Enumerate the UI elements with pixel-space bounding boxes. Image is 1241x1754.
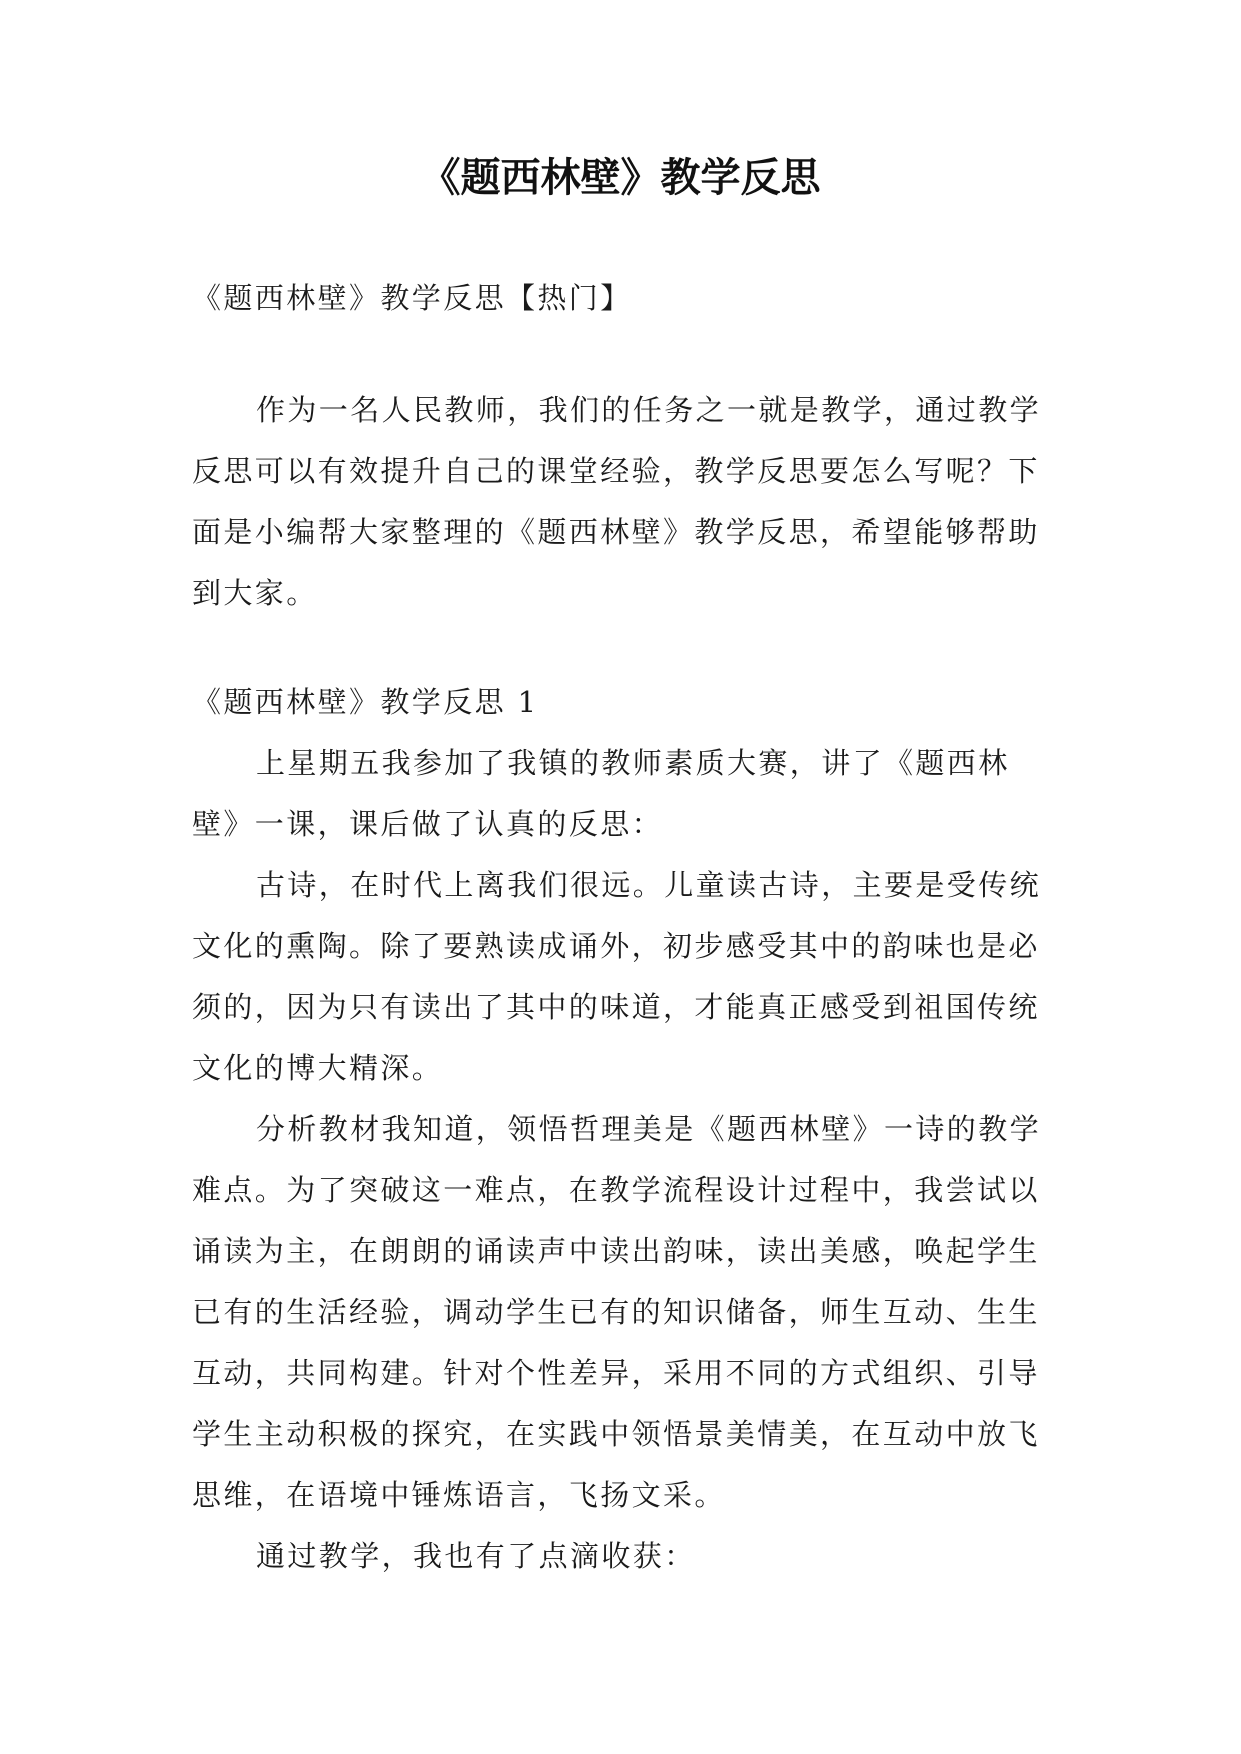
- document-body: [192, 268, 1052, 1587]
- document-subtitle: 《题西林壁》教学反思【热门】: [192, 281, 632, 315]
- body-paragraph: 分析教材我知道，领悟哲理美是《题西林壁》一诗的教学难点。为了突破这一难点，在教学流程设计过程中，我尝试以诵读为主，在朗朗的诵读声中读出韵味，读出美感，唤起学生已有的生活经验，调动学生已有的知识储备，师生互动、生生互动，共同构建。针对个性差异，采用不同的方式组织、引导学生主动积极的探究，在实践中领悟景美情美，在互动中放飞思维，在语境中锤炼语言，飞扬文采。: [192, 1112, 1042, 1512]
- body-paragraph: 上星期五我参加了我镇的教师素质大赛，讲了《题西林壁》一课，课后做了认真的反思：: [192, 746, 1010, 841]
- document-title: 《题西林壁》教学反思: [420, 155, 821, 201]
- body-paragraph: 通过教学，我也有了点滴收获：: [256, 1539, 696, 1573]
- section-heading: 《题西林壁》教学反思 1: [192, 685, 539, 719]
- body-paragraph: 古诗，在时代上离我们很远。儿童读古诗，主要是受传统文化的熏陶。除了要熟读成诵外，初步感受其中的韵味也是必须的，因为只有读出了其中的味道，才能真正感受到祖国传统文化的博大精深。: [192, 868, 1042, 1085]
- intro-paragraph: 作为一名人民教师，我们的任务之一就是教学，通过教学反思可以有效提升自己的课堂经验，教学反思要怎么写呢？下面是小编帮大家整理的《题西林壁》教学反思，希望能够帮助到大家。: [192, 393, 1042, 610]
